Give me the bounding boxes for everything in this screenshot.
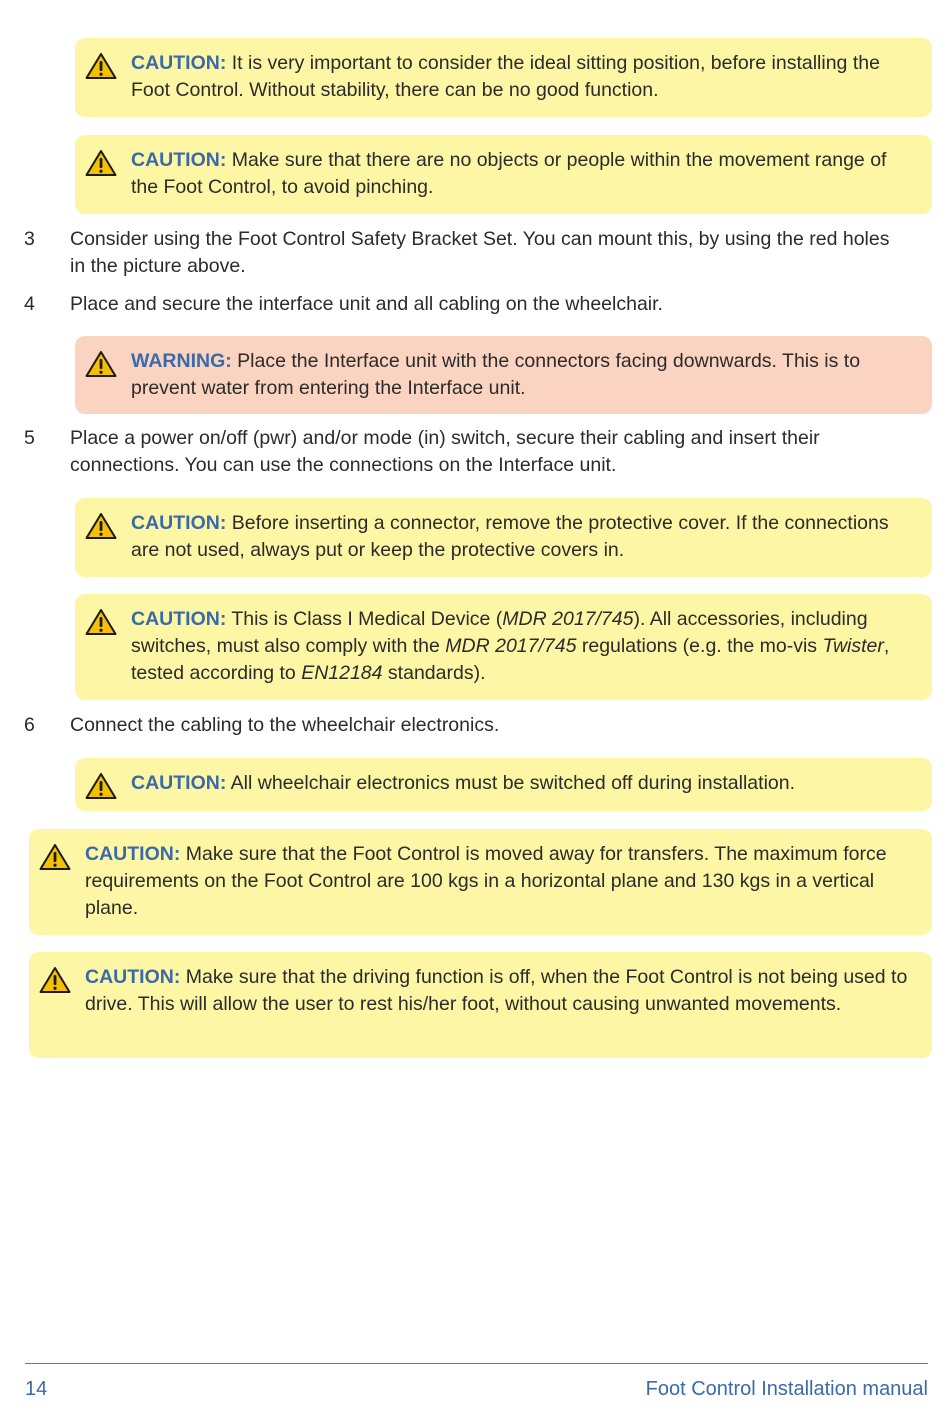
manual-title: Foot Control Installation manual [645,1378,928,1400]
notice-label: CAUTION: [131,512,227,534]
step-number: 5 [24,427,35,449]
caution-notice [75,594,932,700]
notice-label: CAUTION: [131,149,227,171]
warning-triangle-icon [85,512,117,540]
notice-text: Make sure that there are no objects or people within the movement range of the Foot Control, to avoid pinching. [131,149,887,198]
caution-notice [29,952,932,1058]
warning-triangle-icon [85,52,117,80]
notice-text: It is very important to consider the ideal sitting position, before installing the Foot Control. Without stability, there can be no good function. [131,52,880,101]
step-number: 4 [24,293,35,315]
notice-text: All wheelchair electronics must be switched off during installation. [226,772,796,794]
step-number: 3 [24,228,35,250]
notice-label: CAUTION: [131,52,227,74]
notice-text: Before inserting a connector, remove the protective cover. If the connections are not used, always put or keep the protective covers in. [131,512,889,561]
warning-triangle-icon [85,350,117,378]
step-text: Connect the cabling to the wheelchair electronics. [70,714,500,736]
caution-notice [75,498,932,577]
warning-triangle-icon [39,843,71,871]
caution-notice [75,38,932,117]
warning-triangle-icon [39,966,71,994]
notice-label: CAUTION: [85,843,181,865]
caution-notice [29,829,932,935]
notice-text: Place the Interface unit with the connectors facing downwards. This is to prevent water from entering the Interface unit. [131,350,861,399]
step-text: Place a power on/off (pwr) and/or mode (in) switch, secure their cabling and insert their connections. You can use the connections on the Interface unit. [70,427,820,476]
notice-label: WARNING: [131,350,232,372]
notice-label: CAUTION: [131,772,227,794]
notice-text: This is Class I Medical Device (MDR 2017/745). All accessories, including switches, must also comply with the MDR 2017/745 regulations (e.g. the mo-vis Twister, tested according to EN12184 standards). [131,608,890,684]
notice-text: Make sure that the driving function is off, when the Foot Control is not being used to drive. This will allow the user to rest his/her foot, without causing unwanted movements. [85,966,908,1015]
caution-notice [75,758,932,811]
warning-triangle-icon [85,608,117,636]
step-text: Place and secure the interface unit and all cabling on the wheelchair. [70,293,663,315]
notice-text: Make sure that the Foot Control is moved away for transfers. The maximum force requirements on the Foot Control are 100 kgs in a horizontal plane and 130 kgs in a vertical plane. [85,843,887,919]
warning-notice [75,336,932,414]
step-number: 6 [24,714,35,736]
caution-notice [75,135,932,214]
footer-divider [25,1363,928,1364]
notice-label: CAUTION: [85,966,181,988]
step-text: Consider using the Foot Control Safety Bracket Set. You can mount this, by using the red holes in the picture above. [70,228,890,277]
warning-triangle-icon [85,149,117,177]
notice-label: CAUTION: [131,608,227,630]
warning-triangle-icon [85,772,117,800]
page-number: 14 [25,1378,48,1400]
